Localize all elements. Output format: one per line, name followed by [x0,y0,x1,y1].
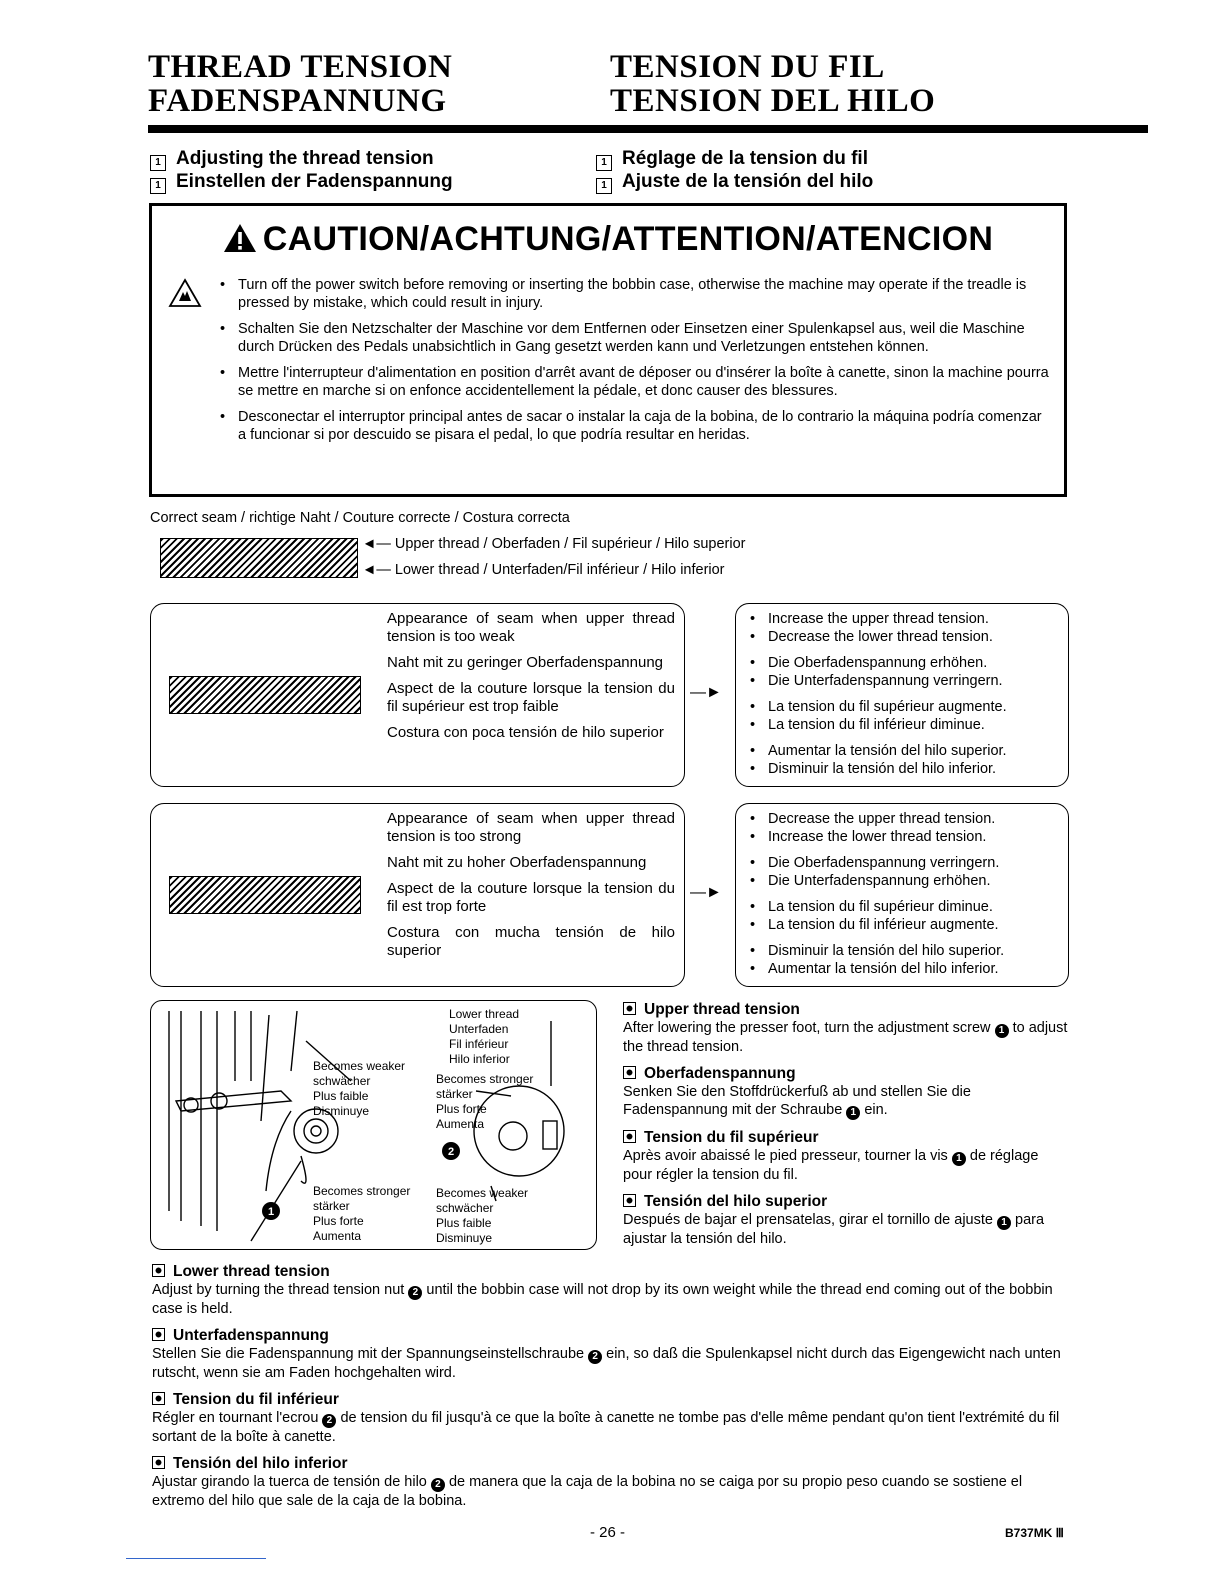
title-es: TENSION DEL HILO [610,83,936,119]
remedy-item: • Decrease the upper thread tension. [750,810,1066,828]
callout-1-icon: 1 [952,1152,966,1166]
warning-triangle-icon [223,223,257,253]
section-lower-en: Lower thread tension Adjust by turning the thread tension nut 2 until the bobbin case will not drop by its own weight while the thread end coming out of the bobbin case is held. [152,1263,1053,1317]
remedy-item: • Disminuir la tensión del hilo inferior. [750,760,1066,778]
remedy-item: • Aumentar la tensión del hilo inferior. [750,960,1066,978]
remedy-item: • Increase the upper thread tension. [750,610,1066,628]
weak-remedy-box [735,603,1069,787]
arrow-right-icon: —► [690,684,722,701]
remedy-item: • La tension du fil inférieur augmente. [750,916,1066,934]
remedy-item: • Decrease the lower thread tension. [750,628,1066,646]
hand-hazard-icon [168,278,202,308]
strong-remedy-box [735,803,1069,987]
strong-seam-description: Appearance of seam when upper thread tension is too strong Naht mit zu hoher Oberfadenspannung Aspect de la couture lorsque la tension du fil est trop forte Costura con mucha tensión de hilo superior [387,810,675,959]
section-marker-icon [152,1392,165,1405]
footer-divider [126,1558,266,1559]
subhead-en: 1 Adjusting the thread tension [150,147,434,171]
label-bobbin-weaker: Becomes weaker schwächer Plus faible Disminuye [436,1186,529,1245]
section-lower-fr: Tension du fil inférieur Régler en tournant l'ecrou 2 de tension du fil jusqu'à ce que la boîte à canette ne tombe pas d'elle même pendant qu'on tient l'extrémité du fil sortant de la boîte à canette. [152,1391,1060,1445]
section-upper-fr: Tension du fil supérieur Après avoir abaissé le pied presseur, tourner la vis 1 de réglage pour régler la tension du fil. [623,1129,1039,1183]
caution-title: CAUTION/ACHTUNG/ATTENTION/ATENCION [152,220,1064,259]
arrow-right-icon: —► [690,884,722,901]
callout-2-icon: 2 [322,1414,336,1428]
title-de: FADENSPANNUNG [148,83,447,119]
strong-seam-image [169,876,361,914]
remedy-item: • La tension du fil supérieur diminue. [750,898,1066,916]
remedy-item: • Increase the lower thread tension. [750,828,1066,846]
callout-2-icon: 2 [408,1286,422,1300]
remedy-item: • Die Oberfadenspannung erhöhen. [750,654,1066,672]
caution-item-de: • Schalten Sie den Netzschalter der Maschine vor dem Entfernen oder Einsetzen einer Spulenkapsel aus, weil die Maschine durch Drücken des Pedals unabsichtlich in Gang gesetzt werden kann und Verletzungen entstehen können. [220,320,1052,356]
remedy-item: • Die Oberfadenspannung verringern. [750,854,1066,872]
step-box-icon: 1 [150,155,166,171]
step-box-icon: 1 [150,178,166,194]
callout-1-icon: 1 [997,1216,1011,1230]
caution-box [149,203,1067,497]
title-rule [148,125,1148,133]
callout-1-icon: 1 [995,1024,1009,1038]
section-lower-de: Unterfadenspannung Stellen Sie die Fadenspannung mit der Spannungseinstellschraube 2 ein, so daß die Spulenkapsel nicht durch das Eigengewicht nach unten rutscht, wenn sie am Faden hochgehalten wird. [152,1327,1061,1381]
label-bobbin-stronger: Becomes stronger stärker Plus forte Aumenta [436,1072,534,1131]
step-box-icon: 1 [596,155,612,171]
arrow-left-icon: ◄— [362,562,391,578]
arrow-left-icon: ◄— [362,536,391,552]
section-marker-icon [152,1328,165,1341]
step-box-icon: 1 [596,178,612,194]
callout-2: 2 [448,1146,455,1158]
remedy-item: • La tension du fil supérieur augmente. [750,698,1066,716]
section-marker-icon [152,1456,165,1469]
callout-1: 1 [268,1206,275,1218]
upper-tension-sections [623,1000,1071,1248]
caution-item-es: • Desconectar el interruptor principal antes de sacar o instalar la caja de la bobina, de lo contrario la máquina podría comenzar a funcionar si por descuido se pisara el pedal, lo que podría resultar en heridas. [220,408,1052,444]
remedy-item: • Aumentar la tensión del hilo superior. [750,742,1066,760]
page-number: - 26 - [590,1524,626,1541]
remedy-item: • Die Unterfadenspannung erhöhen. [750,872,1066,890]
section-lower-es: Tensión del hilo inferior Ajustar girando la tuerca de tensión de hilo 2 de manera que la caja de la bobina no se caiga por su propio peso cuando se sostiene el extremo del hilo que sale de la caja de la bobina. [152,1455,1023,1509]
correct-seam-image [160,538,358,578]
weak-seam-description: Appearance of seam when upper thread tension is too weak Naht mit zu geringer Oberfadenspannung Aspect de la couture lorsque la tension du fil supérieur est trop faible Costura con poca tensión de hilo superior [387,610,675,741]
subhead-de: 1 Einstellen der Fadenspannung [150,170,453,194]
caution-list [220,276,1052,452]
section-upper-es: Tensión del hilo superior Después de bajar el prensatelas, girar el tornillo de ajuste 1 para ajustar la tensión del hilo. [623,1193,1045,1247]
subhead-fr: 1 Réglage de la tension du fil [596,147,868,171]
section-marker-icon [623,1130,636,1143]
label-stronger: Becomes stronger stärker Plus forte Aumenta [313,1184,411,1243]
weak-seam-box [150,603,685,787]
title-en: THREAD TENSION [148,49,453,85]
callout-2-icon: 2 [431,1478,445,1492]
callout-2-icon: 2 [588,1350,602,1364]
callout-1-icon: 1 [846,1106,860,1120]
label-lower-thread: Lower thread Unterfaden Fil inférieur Hilo inferior [449,1007,520,1066]
subhead-es: 1 Ajuste de la tensión del hilo [596,170,873,194]
remedy-item: • Disminuir la tensión del hilo superior. [750,942,1066,960]
section-marker-icon [623,1002,636,1015]
caution-item-en: • Turn off the power switch before removing or inserting the bobbin case, otherwise the machine may operate if the treadle is pressed by mistake, which could result in injury. [220,276,1052,312]
tension-figure [150,1000,597,1250]
section-upper-de: Oberfadenspannung Senken Sie den Stoffdrückerfuß ab und stellen Sie die Fadenspannung mit der Schraube 1 ein. [623,1065,971,1118]
model-code: B737MK Ⅲ [1005,1526,1064,1540]
label-weaker: Becomes weaker schwächer Plus faible Disminuye [313,1059,406,1118]
title-fr: TENSION DU FIL [610,49,885,85]
weak-seam-image [169,676,361,714]
remedy-item: • Die Unterfadenspannung verringern. [750,672,1066,690]
strong-seam-box [150,803,685,987]
correct-seam-label: Correct seam / richtige Naht / Couture correcte / Costura correcta [150,510,570,526]
section-marker-icon [152,1264,165,1277]
caution-item-fr: • Mettre l'interrupteur d'alimentation en position d'arrêt avant de déposer ou d'insérer la boîte à canette, sinon la machine pourra se mettre en marche si on enfonce accidentellement la pédale, et donc causer des blessures. [220,364,1052,400]
section-upper-en: Upper thread tension After lowering the presser foot, turn the adjustment screw 1 to adjust the thread tension. [623,1001,1068,1055]
section-marker-icon [623,1066,636,1079]
lower-thread-label: ◄— Lower thread / Unterfaden/Fil inférieur / Hilo inferior [362,562,725,578]
remedy-item: • La tension du fil inférieur diminue. [750,716,1066,734]
upper-thread-label: ◄— Upper thread / Oberfaden / Fil supérieur / Hilo superior [362,536,746,552]
lower-tension-sections [152,1262,1070,1510]
section-marker-icon [623,1194,636,1207]
